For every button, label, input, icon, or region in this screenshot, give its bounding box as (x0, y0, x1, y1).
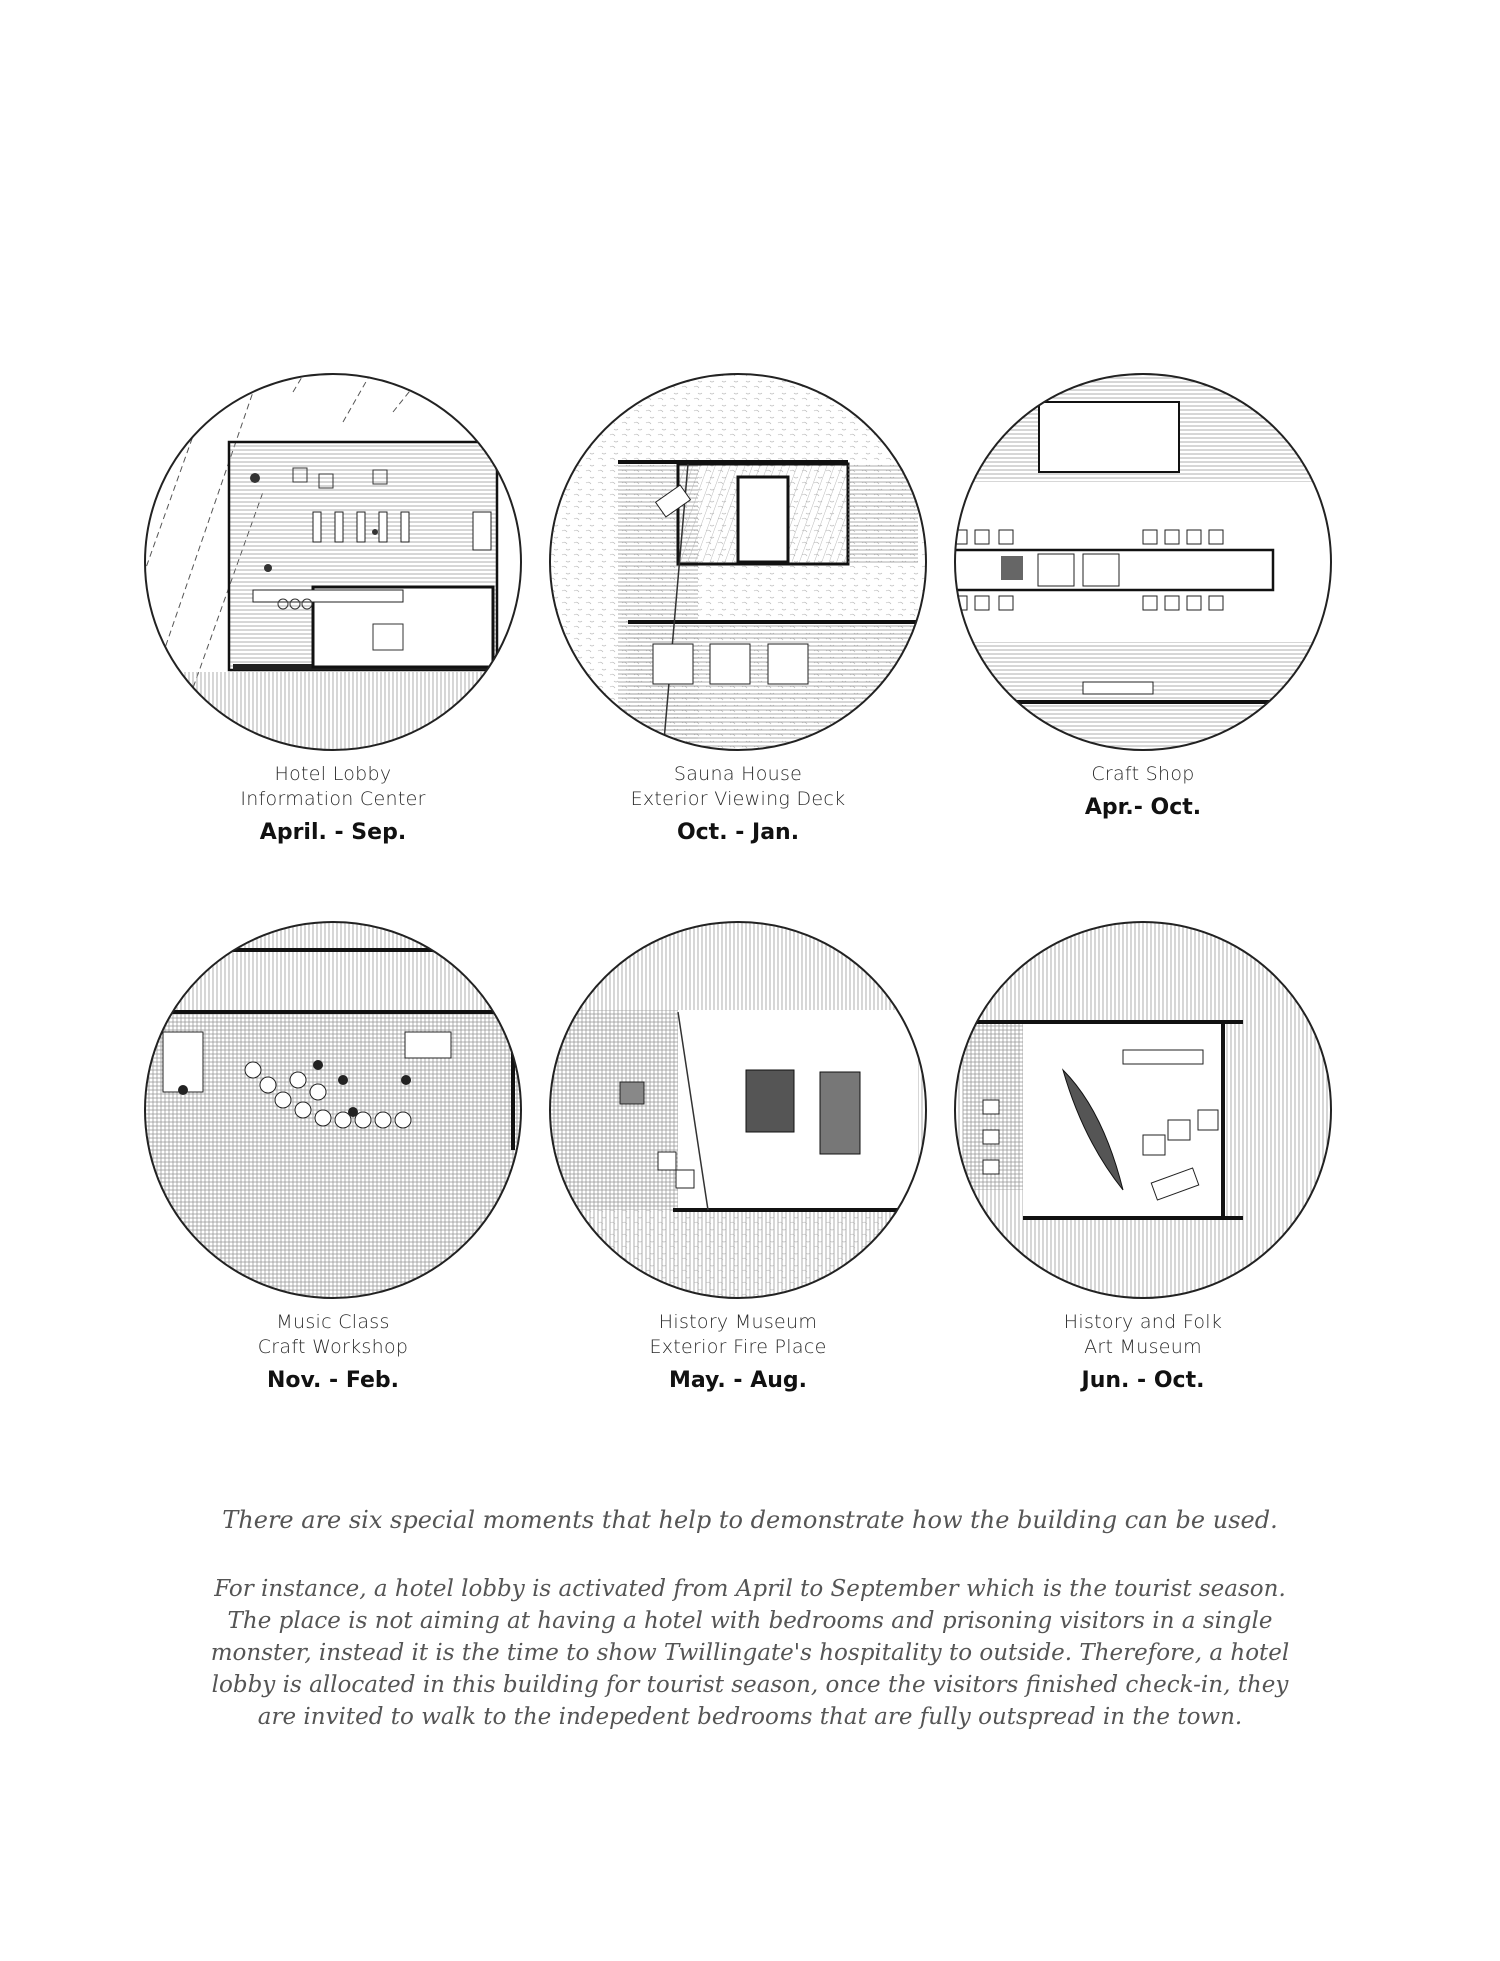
caption-period: April. - Sep. (259, 820, 407, 845)
plan-music-class (143, 920, 523, 1300)
plan-hotel-lobby (143, 372, 523, 752)
caption-line-2: Art Museum (1084, 1336, 1202, 1358)
intro-text: There are six special moments that help to demonstrate how the building can be used. (222, 1506, 1278, 1534)
caption-history-museum (548, 1310, 928, 1393)
caption-line-2: Craft Workshop (257, 1336, 409, 1358)
caption-period: Jun. - Oct. (1081, 1368, 1205, 1393)
plan-craft-shop (953, 372, 1333, 752)
caption-line-2: Information Center (240, 788, 426, 810)
caption-line-2: Exterior Fire Place (649, 1336, 827, 1358)
caption-period: Apr.- Oct. (1084, 795, 1202, 820)
caption-line-1: History and Folk (1063, 1311, 1223, 1333)
plan-sauna-house (548, 372, 928, 752)
caption-line-1: Sauna House (673, 763, 803, 785)
caption-sauna-house (548, 762, 928, 845)
caption-line-1: History Museum (658, 1311, 818, 1333)
caption-craft-shop (953, 762, 1333, 820)
caption-period: Nov. - Feb. (266, 1368, 400, 1393)
caption-line-1: Hotel Lobby (274, 763, 392, 785)
caption-music-class (143, 1310, 523, 1393)
caption-hotel-lobby (143, 762, 523, 845)
caption-period: May. - Aug. (669, 1368, 807, 1393)
caption-line-1: Craft Shop (1091, 763, 1195, 785)
caption-period: Oct. - Jan. (676, 820, 800, 845)
caption-line-2: Exterior Viewing Deck (630, 788, 846, 810)
plan-folk-art-museum (953, 920, 1333, 1300)
caption-folk-art-museum (953, 1310, 1333, 1393)
caption-line-1: Music Class (276, 1311, 390, 1333)
description-paragraph: For instance, a hotel lobby is activated from April to September which is the tourist season. The place is not aiming at having a hotel with bedrooms and prisoning visitors in a single monster, instead it is the time to show Twillingate's hospitality to outside. Therefore, a hotel lobby is allocated in this building for tourist season, once the visitors finished check-in, they are invited to walk to the indepedent bedrooms that are fully outspread in the town. (210, 1576, 1290, 1730)
plan-history-museum (548, 920, 928, 1300)
